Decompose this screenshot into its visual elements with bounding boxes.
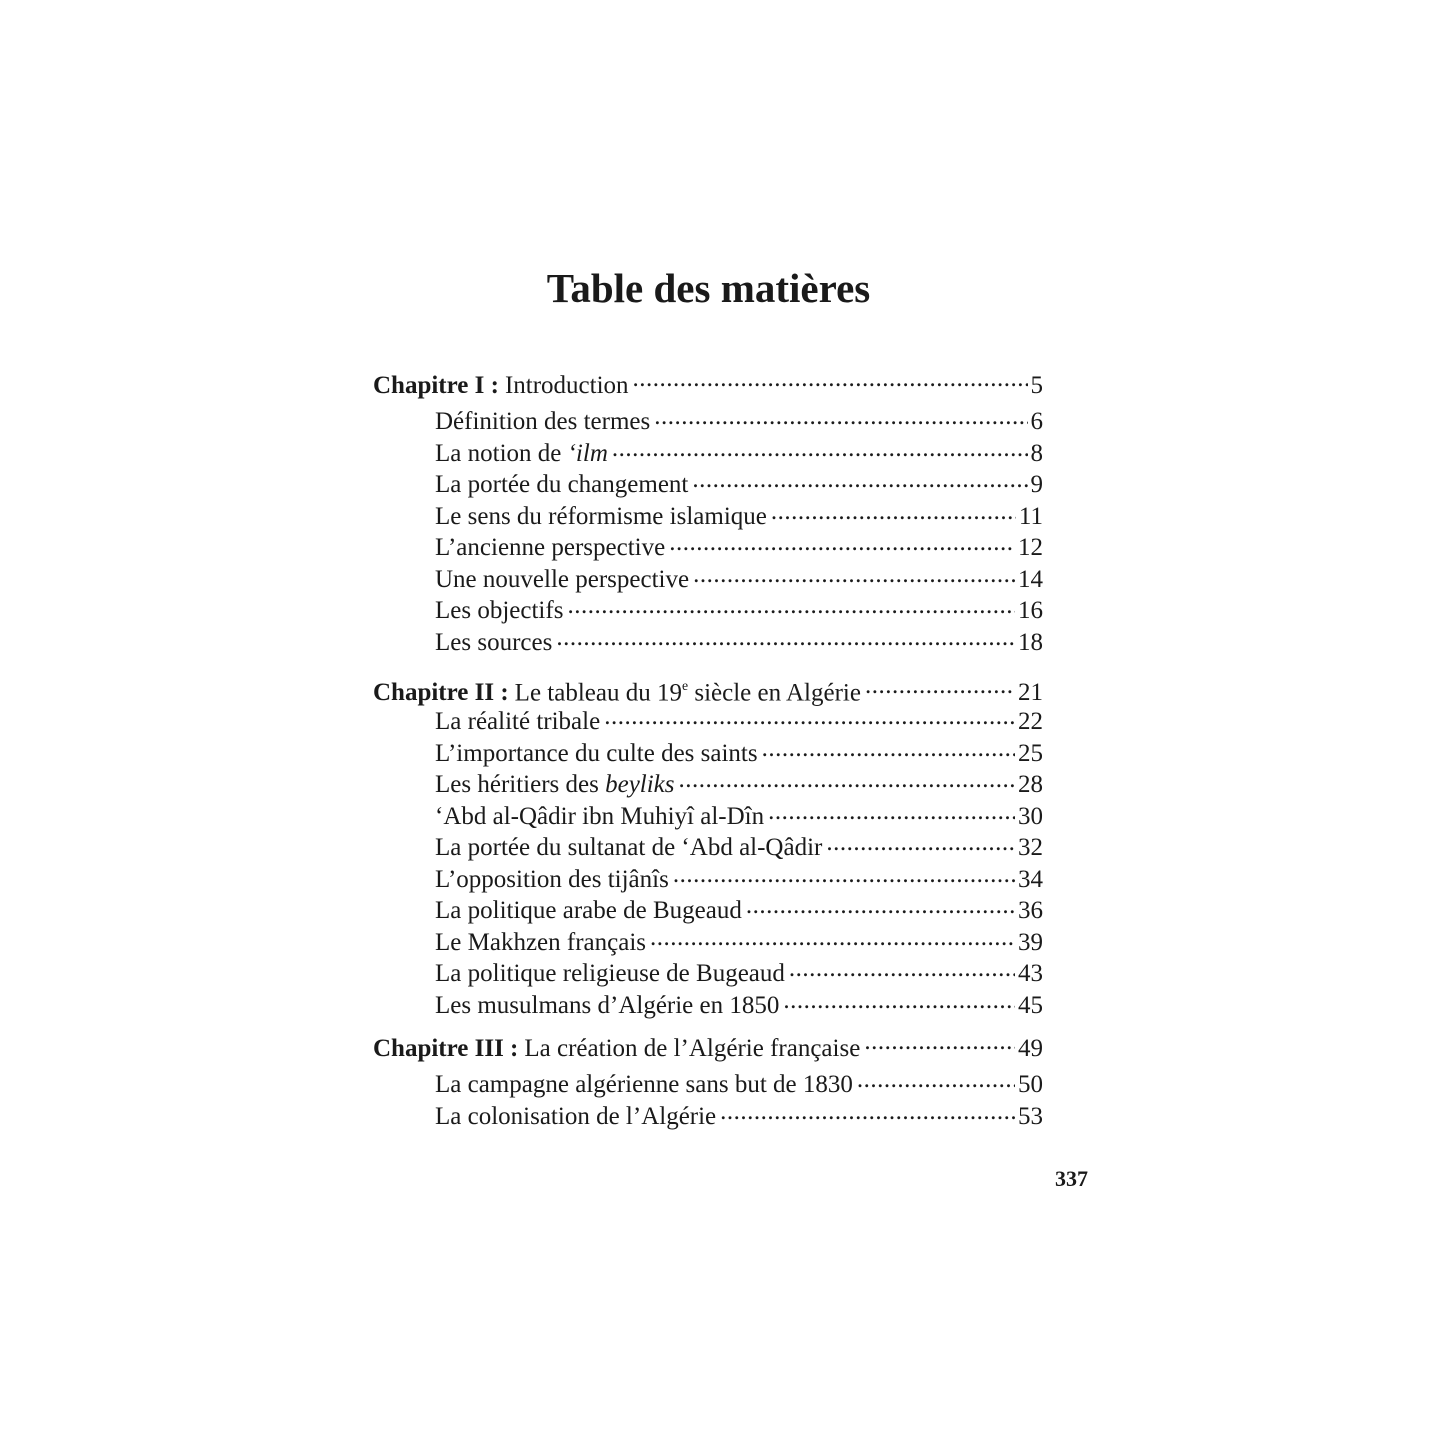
- entry-title: La politique religieuse de Bugeaud: [435, 960, 785, 987]
- toc-entry[interactable]: [373, 893, 1043, 925]
- toc-entry[interactable]: [373, 956, 1043, 988]
- page-number: 5: [1030, 372, 1043, 399]
- page-title: Table des matières: [546, 265, 871, 311]
- page-number: 49: [1018, 1035, 1043, 1062]
- page-folio-number: 337: [1055, 1166, 1088, 1191]
- dot-leader: [679, 767, 1015, 792]
- entry-title: La notion de ‘ilm: [435, 439, 608, 467]
- chapter-title: Le tableau du 19e siècle en Algérie: [514, 678, 861, 707]
- toc-entry[interactable]: [373, 736, 1043, 768]
- dot-leader: [789, 956, 1015, 981]
- page-number: 12: [1018, 534, 1043, 561]
- entry-title: Le sens du réformisme islamique: [435, 502, 767, 530]
- dot-leader: [864, 1031, 1015, 1056]
- page-number: 6: [1030, 408, 1043, 435]
- dot-leader: [604, 704, 1015, 729]
- dot-leader: [857, 1067, 1015, 1092]
- entry-title: Une nouvelle perspective: [435, 565, 690, 593]
- entry-title: Le Makhzen français: [435, 928, 646, 956]
- toc-entry[interactable]: [373, 625, 1043, 657]
- page-number: 45: [1018, 991, 1043, 1019]
- chapter-3: [373, 1031, 1043, 1130]
- dot-leader: [669, 530, 1015, 555]
- toc-entry[interactable]: [373, 562, 1043, 594]
- page-number: 11: [1018, 502, 1043, 530]
- entry-title: L’ancienne perspective: [435, 534, 666, 561]
- dot-leader: [692, 467, 1027, 492]
- chapter-number: Chapitre II :: [373, 679, 509, 707]
- page-number: 34: [1018, 865, 1043, 893]
- toc-entry[interactable]: [373, 593, 1043, 625]
- toc-entry[interactable]: [373, 988, 1043, 1020]
- dot-leader: [633, 368, 1028, 393]
- page-number: 16: [1018, 597, 1043, 624]
- table-of-contents: [373, 368, 1043, 1142]
- chapter-title: La création de l’Algérie française: [524, 1035, 861, 1062]
- entry-title: La politique arabe de Bugeaud: [435, 897, 742, 924]
- toc-entry[interactable]: [373, 530, 1043, 562]
- toc-entry[interactable]: [373, 767, 1043, 799]
- page-number: 14: [1018, 565, 1043, 593]
- chapter-2: [373, 668, 1043, 1019]
- entry-title: La campagne algérienne sans but de 1830: [435, 1071, 853, 1098]
- entry-title: L’opposition des tijânîs: [435, 865, 669, 893]
- page-number: 25: [1018, 739, 1043, 767]
- entry-title: La colonisation de l’Algérie: [435, 1102, 717, 1130]
- toc-entry[interactable]: [373, 799, 1043, 831]
- dot-leader: [693, 562, 1015, 587]
- dot-leader: [720, 1099, 1015, 1124]
- page-number: 32: [1018, 834, 1043, 861]
- chapter-heading[interactable]: [373, 1031, 1043, 1067]
- toc-entry[interactable]: [373, 862, 1043, 894]
- dot-leader: [654, 404, 1027, 429]
- toc-entry[interactable]: [373, 1067, 1043, 1099]
- page-number: 28: [1018, 771, 1043, 798]
- toc-entry[interactable]: [373, 436, 1043, 468]
- toc-entry[interactable]: [373, 499, 1043, 531]
- dot-leader: [650, 925, 1015, 950]
- dot-leader: [783, 988, 1015, 1013]
- dot-leader: [556, 625, 1015, 650]
- entry-title: Les objectifs: [435, 597, 564, 624]
- toc-entry[interactable]: [373, 404, 1043, 436]
- page-number: 53: [1018, 1102, 1043, 1130]
- entry-title: La réalité tribale: [435, 708, 601, 735]
- toc-entry[interactable]: [373, 830, 1043, 862]
- page-number: 9: [1030, 471, 1043, 498]
- entry-title: La portée du sultanat de ‘Abd al-Qâdir: [435, 834, 823, 861]
- page-number: 22: [1018, 708, 1043, 735]
- page-number: 18: [1018, 628, 1043, 656]
- chapter-heading[interactable]: [373, 668, 1043, 707]
- entry-title: La portée du changement: [435, 471, 689, 498]
- dot-leader: [826, 830, 1015, 855]
- page-number: 50: [1018, 1071, 1043, 1098]
- toc-entry[interactable]: [373, 704, 1043, 736]
- entry-title: Définition des termes: [435, 408, 651, 435]
- dot-leader: [567, 593, 1015, 618]
- chapter-number: Chapitre III :: [373, 1035, 519, 1062]
- chapter-title: Introduction: [504, 372, 629, 399]
- dot-leader: [612, 436, 1028, 461]
- dot-leader: [768, 799, 1015, 824]
- dot-leader: [762, 736, 1015, 761]
- page-number: 30: [1018, 802, 1043, 830]
- dot-leader: [673, 862, 1015, 887]
- chapter-heading[interactable]: [373, 368, 1043, 404]
- page-number: 36: [1018, 897, 1043, 924]
- dot-leader: [865, 675, 1015, 700]
- dot-leader: [746, 893, 1015, 918]
- toc-entry[interactable]: [373, 467, 1043, 499]
- page-number: 21: [1018, 679, 1043, 707]
- toc-entry[interactable]: [373, 925, 1043, 957]
- page-number: 8: [1030, 439, 1043, 467]
- page-number: 39: [1018, 928, 1043, 956]
- page-number: 43: [1018, 960, 1043, 987]
- entry-title: Les sources: [435, 628, 553, 656]
- toc-entry[interactable]: [373, 1099, 1043, 1131]
- chapter-number: Chapitre I :: [373, 372, 499, 399]
- entry-title: Les héritiers des beyliks: [435, 771, 675, 798]
- dot-leader: [771, 499, 1016, 524]
- entry-title: L’importance du culte des saints: [435, 739, 758, 767]
- entry-title: Les musulmans d’Algérie en 1850: [435, 991, 780, 1019]
- entry-title: ‘Abd al-Qâdir ibn Muhiyî al-Dîn: [435, 802, 765, 830]
- chapter-1: [373, 368, 1043, 656]
